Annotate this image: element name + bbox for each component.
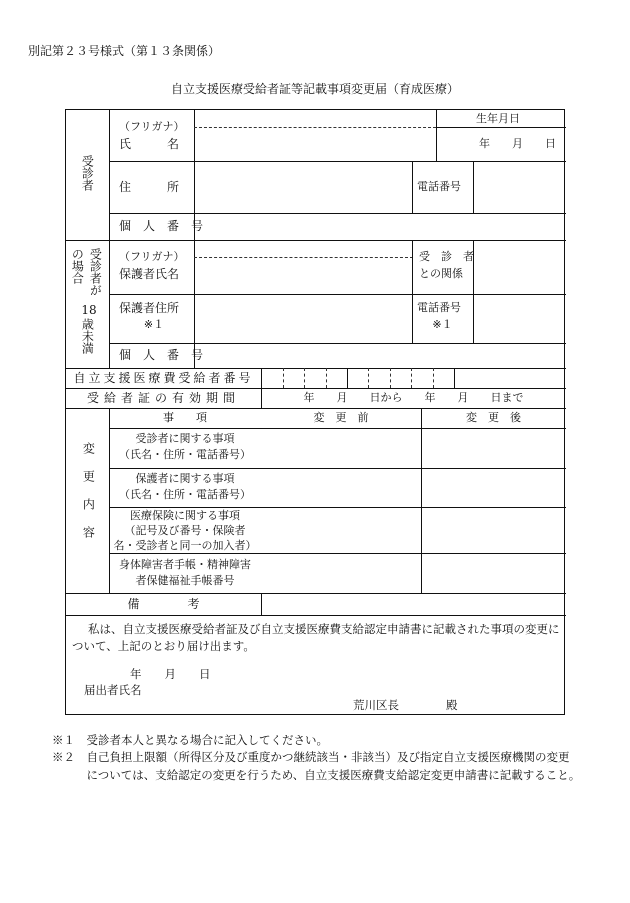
footnotes <box>52 732 580 784</box>
recipient-number-label: 自立支援医療費受給者番号 <box>73 371 254 385</box>
guardian-condition-col1: 受診者が <box>88 248 103 296</box>
footnote-2: ※２ 自己負担上限額（所得区分及び重度かつ継続該当・非該当）及び指定自立支援医療機関の変更 <box>52 750 570 765</box>
form-title: 自立支援医療受給者証等記載事項変更届（育成医療） <box>170 82 459 96</box>
guardian-personal-number-label: 個 人 番 号 <box>119 348 204 362</box>
change-item-patient-line2: （氏名・住所・電話番号） <box>119 448 251 461</box>
birthdate-label: 生年月日 <box>476 112 520 125</box>
change-item-insurance-line2: （記号及び番号・保険者 <box>124 524 246 537</box>
change-item-insurance-line1: 医療保険に関する事項 <box>130 509 240 522</box>
guardian-relation-line2: との関係 <box>419 267 463 280</box>
change-item-patient-line1: 受診者に関する事項 <box>135 432 235 445</box>
patient-address-label: 住 所 <box>119 180 180 194</box>
validity-period-label: 受給者証の有効期間 <box>86 391 240 405</box>
guardian-furigana-label: （フリガナ） <box>119 250 185 263</box>
footnote-1: ※１ 受診者本人と異なる場合に記入してください。 <box>52 733 328 747</box>
changes-col-after-header: 変 更 後 <box>466 411 521 424</box>
form-table <box>65 109 565 715</box>
changes-col-item-header: 事 項 <box>163 411 207 424</box>
statement-line1: 私は、自立支援医療受給者証及び自立支援医療費支給認定申請書に記載された事項の変更に <box>88 622 560 636</box>
change-item-insurance-line3: 名・受診者と同一の加入者） <box>113 539 257 552</box>
guardian-age-suffix: 歳未満 <box>80 318 95 354</box>
patient-name-label: 氏 名 <box>119 137 180 151</box>
addressee-honorific: 殿 <box>446 698 458 712</box>
applicant-name-label: 届出者氏名 <box>84 683 142 697</box>
statement-date: 年 月 日 <box>130 667 211 681</box>
form-number: 別記第２３号様式（第１３条関係） <box>28 44 221 58</box>
footnote-2-continued: については、支給認定の変更を行うため、自立支援医療費支給認定変更申請書に記載すること。 <box>52 767 581 782</box>
guardian-age-number: 18 <box>81 303 97 317</box>
guardian-phone-note-mark: ※１ <box>432 318 453 331</box>
patient-group-label: 受診者 <box>80 155 95 191</box>
guardian-name-label: 保護者氏名 <box>119 267 180 281</box>
changes-group-label: 変更内容 <box>81 442 96 554</box>
statement-line2: ついて、上記のとおり届け出ます。 <box>72 639 255 653</box>
addressee-label: 荒川区長 <box>353 698 399 712</box>
patient-furigana-label: （フリガナ） <box>119 120 185 133</box>
change-item-guardian-line1: 保護者に関する事項 <box>135 472 235 485</box>
guardian-phone-label: 電話番号 <box>417 301 461 314</box>
change-item-handbook-line1: 身体障害者手帳・精神障害 <box>119 558 251 571</box>
patient-phone-label: 電話番号 <box>417 180 461 193</box>
guardian-address-label: 保護者住所 <box>119 301 180 315</box>
change-item-handbook-line2: 者保健福祉手帳番号 <box>135 574 235 587</box>
remarks-label: 備 考 <box>127 597 200 611</box>
patient-personal-number-label: 個 人 番 号 <box>119 219 204 233</box>
validity-period-value: 年 月 日から 年 月 日まで <box>303 391 524 404</box>
changes-col-before-header: 変 更 前 <box>313 411 369 424</box>
guardian-address-note-mark: ※１ <box>143 318 165 331</box>
birthdate-value: 年 月 日 <box>479 137 556 150</box>
guardian-condition-col2: の場合 <box>70 248 85 284</box>
guardian-relation-line1: 受 診 者 <box>419 250 474 263</box>
change-item-guardian-line2: （氏名・住所・電話番号） <box>119 488 251 501</box>
